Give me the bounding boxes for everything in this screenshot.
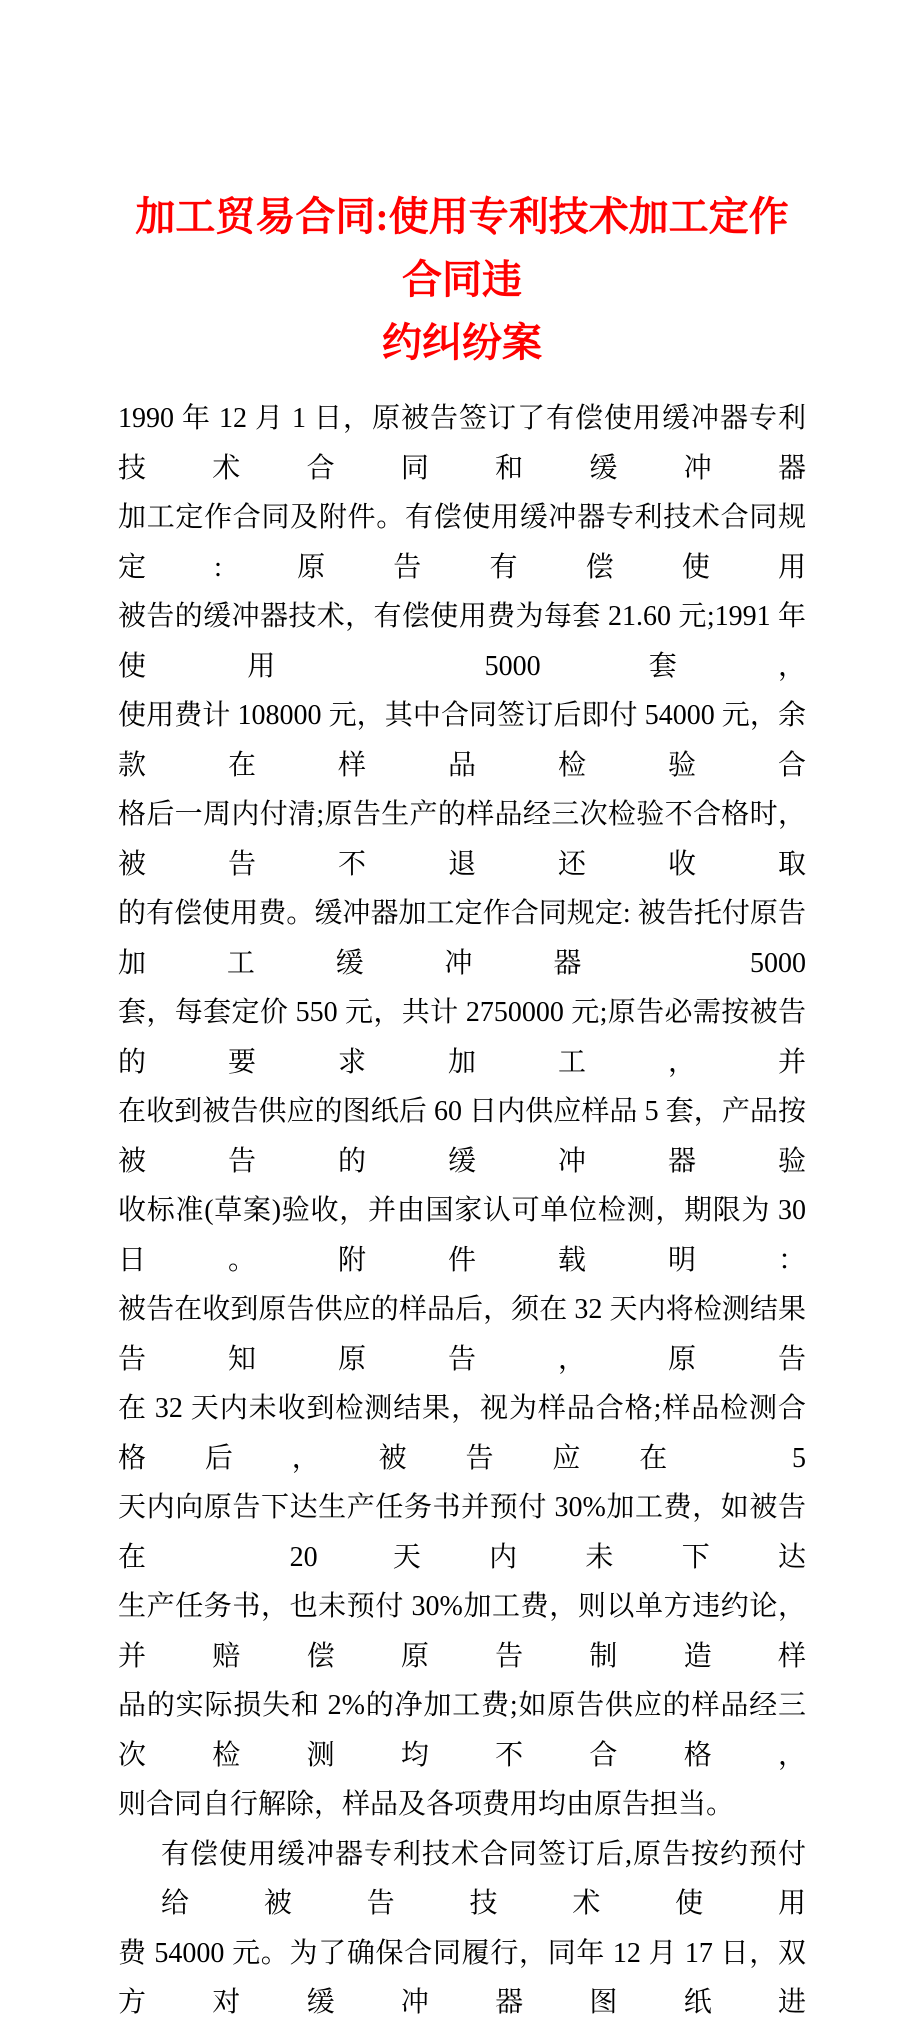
paragraph xyxy=(118,1830,806,2028)
text-line: 则合同自行解除，样品及各项费用均由原告担当。 xyxy=(118,1789,735,1820)
text-line: 加工定作合同及附件。有偿使用缓冲器专利技术合同规定: 原告有偿使用 xyxy=(118,502,806,583)
text-line: 费 54000 元。为了确保合同履行，同年 12 月 17 日，双方对缓冲器图纸进 xyxy=(118,1937,806,2018)
paragraph xyxy=(118,394,806,1830)
text-line: 使用费计 108000 元，其中合同签订后即付 54000 元，余款在样品检验合 xyxy=(118,700,806,781)
text-line: 被告的缓冲器技术，有偿使用费为每套 21.60 元;1991 年使用 5000 套， xyxy=(118,601,806,682)
text-line: 1990 年 12 月 1 日，原被告签订了有偿使用缓冲器专利技术合同和缓冲器 xyxy=(118,403,806,484)
text-line: 套，每套定价 550 元，共计 2750000 元;原告必需按被告的要求加工，并 xyxy=(118,997,806,1078)
text-line: 被告在收到原告供应的样品后，须在 32 天内将检测结果告知原告，原告 xyxy=(118,1294,806,1375)
text-line: 在收到被告供应的图纸后 60 日内供应样品 5 套，产品按被告的缓冲器验 xyxy=(118,1096,806,1177)
text-line: 有偿使用缓冲器专利技术合同签订后,原告按约预付给被告技术使用 xyxy=(161,1838,806,1919)
document-body xyxy=(118,394,806,2028)
document-title-line-2: 约纠纷案 xyxy=(382,320,542,365)
text-line: 格后一周内付清;原告生产的样品经三次检验不合格时，被告不退还收取 xyxy=(118,799,806,880)
document-title-line-1: 加工贸易合同:使用专利技术加工定作合同违 xyxy=(135,194,789,302)
text-line: 收标准(草案)验收，并由国家认可单位检测，期限为 30 日。附件载明： xyxy=(118,1195,806,1276)
text-line: 的有偿使用费。缓冲器加工定作合同规定: 被告托付原告加工缓冲器 5000 xyxy=(118,898,806,979)
text-line: 生产任务书，也未预付 30%加工费，则以单方违约论，并赔偿原告制造样 xyxy=(118,1591,806,1672)
document-title xyxy=(118,185,806,374)
text-line: 在 32 天内未收到检测结果，视为样品合格;样品检测合格后，被告应在 5 xyxy=(118,1393,806,1474)
text-line: 天内向原告下达生产任务书并预付 30%加工费，如被告在 20 天内未下达 xyxy=(118,1492,806,1573)
text-line: 品的实际损失和 2%的净加工费;如原告供应的样品经三次检测均不合格， xyxy=(118,1690,806,1771)
